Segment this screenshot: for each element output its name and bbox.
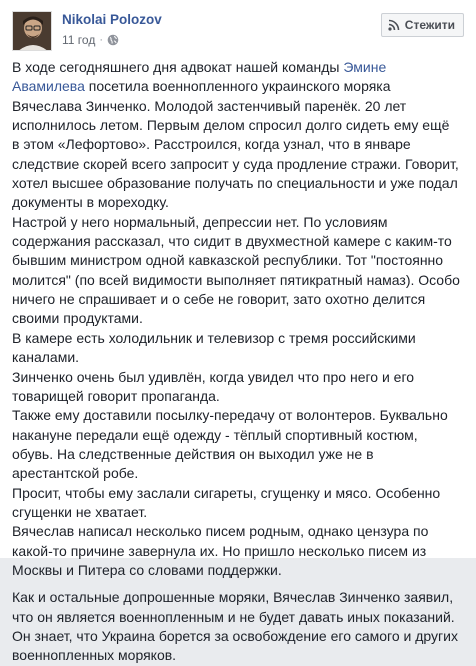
rss-follow-icon <box>388 19 400 31</box>
post-paragraph: Настрой у него нормальный, депрессии нет. По условиям содержания рассказал, что сидит в двухместной камере с каким-то бывшим министром одной кавказской республики. Тот "постоянно молится" (по всей видимости выполняет пятикратный намаз). Особо ничего не спрашивает и о себе не говорит, зато охотно делится своими продуктами. <box>12 213 460 327</box>
post-paragraph <box>12 58 460 213</box>
globe-icon[interactable] <box>107 34 119 46</box>
post-timestamp[interactable]: 11 год <box>62 33 96 47</box>
paragraph-text: посетила военнопленного украинского моряка Вячеслава Зинченко. Молодой застенчивый паренёк. 20 лет исполнилось летом. Первым делом спросил долго сидеть ему ещё в этом «Лефортово». Расстроился, когда узнал, что в январе следствие скорей всего запросит у суда продление стражи. Говорит, хотел высшее образование получать по специальности и уже подал документы в мореходку. <box>12 78 459 211</box>
post-paragraph: Он знает, что Украина борется за освобождение его самого и других военнопленных моряков. <box>12 627 458 664</box>
author-avatar[interactable] <box>12 11 52 51</box>
mention-link[interactable]: Эмине Авамилева <box>12 59 387 95</box>
post-paragraph: Вячеслав написал несколько писем родным, однако цензура по какой-то причине завернула их. Но пришло несколько писем из Москвы и Питера со словами поддержки. <box>12 523 429 578</box>
post-body <box>12 58 460 666</box>
post-paragraph: Как и остальные допрошенные моряки, Вячеслав Зинченко заявил, что он является военнопленным и не будет давать иных показаний. <box>12 589 455 625</box>
author-name[interactable]: Nikolai Polozov <box>62 12 162 27</box>
post-meta <box>62 33 119 47</box>
follow-button[interactable] <box>381 13 464 37</box>
post-paragraph: Просит, чтобы ему заслали сигареты, сгущенку и мясо. Особенно сгущенки не хватает. <box>12 484 441 520</box>
post-paragraph: Также ему доставили посылку-передачу от волонтеров. Буквально накануне передали ещё одежду - тёплый спортивный костюм, обувь. На следственные действия он выходил уже не в арестантской робе. <box>12 407 448 482</box>
post-paragraph: В камере есть холодильник и телевизор с тремя российскими каналами. <box>12 329 416 366</box>
meta-separator: · <box>99 34 103 46</box>
paragraph-text: В ходе сегодняшнего дня адвокат нашей команды <box>12 59 344 75</box>
follow-button-label: Стежити <box>404 18 455 32</box>
post-paragraph: Зинченко очень был удивлён, когда увидел что про него и его товарищей говорит пропаганда. <box>12 368 415 404</box>
post-header <box>12 11 464 51</box>
